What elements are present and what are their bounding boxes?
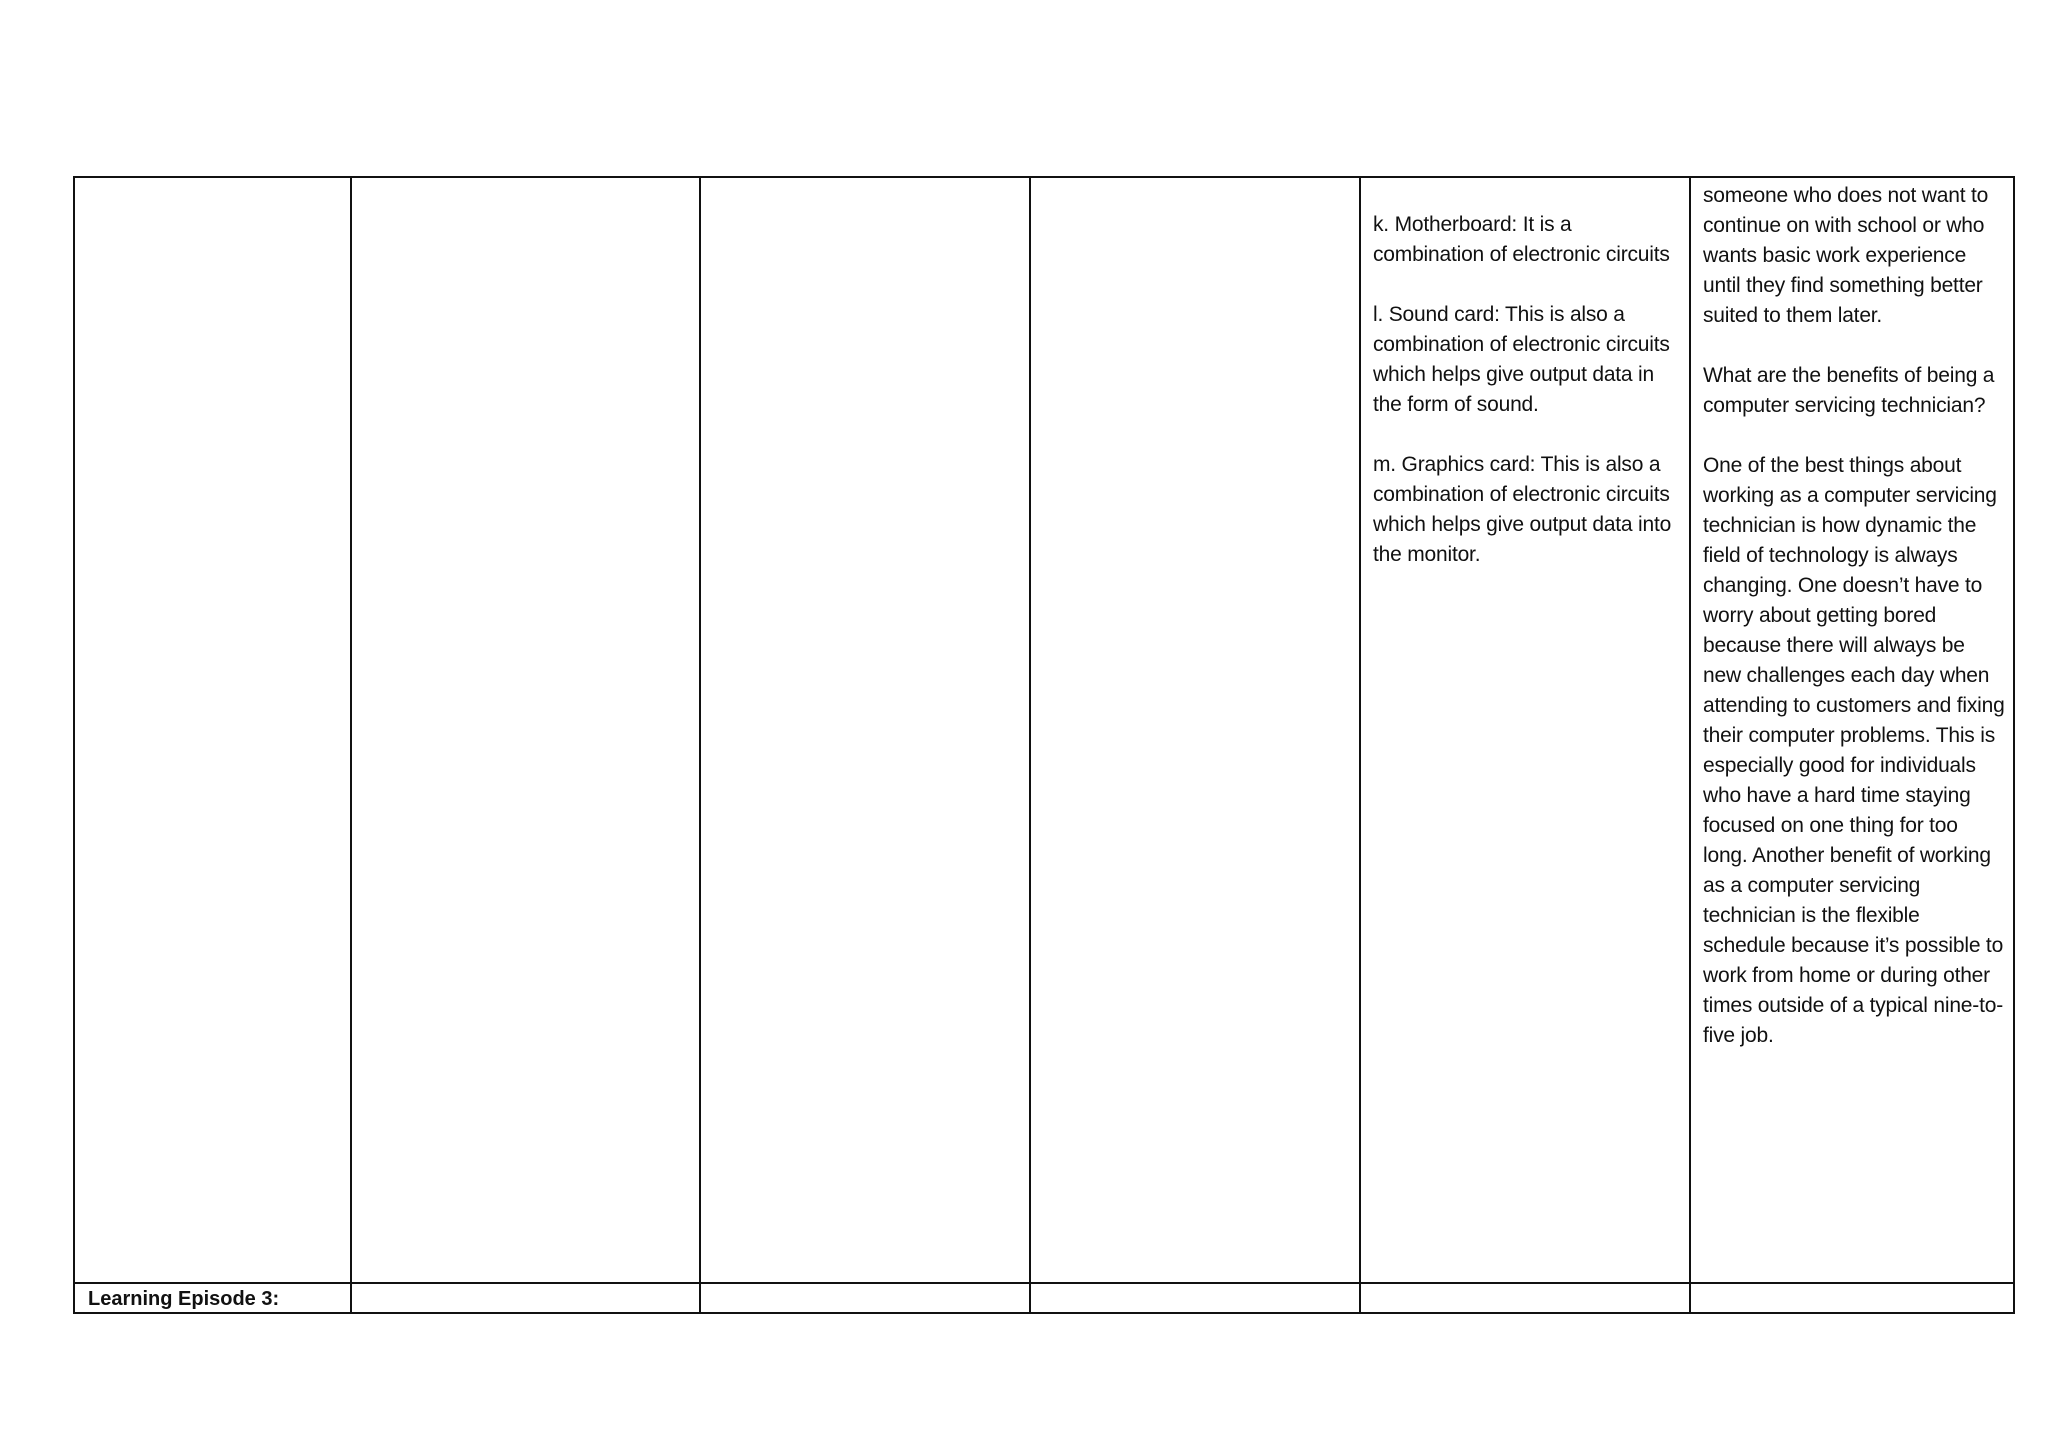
table-cell-col1 <box>74 177 351 1283</box>
table-cell-col6 <box>1690 177 2014 1283</box>
table-cell-episode-label <box>74 1283 351 1313</box>
table-cell-empty <box>1360 1283 1690 1313</box>
table-cell-empty <box>700 1283 1030 1313</box>
continuation-paragraph: someone who does not want to continue on with school or who wants basic work experience until they find something better suited to them later. <box>1703 184 1989 327</box>
motherboard-definition: k. Motherboard: It is a combination of electronic circuits <box>1373 213 1670 266</box>
table-row-episode <box>74 1283 2014 1313</box>
table-row-content <box>74 177 2014 1283</box>
table-cell-col4 <box>1030 177 1360 1283</box>
technician-benefits-text <box>1691 178 2013 1051</box>
table-cell-empty <box>351 1283 700 1313</box>
components-list <box>1361 178 1689 570</box>
table-cell-col2 <box>351 177 700 1283</box>
table-cell-col5 <box>1360 177 1690 1283</box>
benefits-question: What are the benefits of being a computer servicing technician? <box>1703 364 1995 417</box>
graphics-card-definition: m. Graphics card: This is also a combination of electronic circuits which helps give output data into the monitor. <box>1373 453 1672 566</box>
table-cell-empty <box>1690 1283 2014 1313</box>
benefits-answer: One of the best things about working as a computer servicing technician is how dynamic the field of technology is always changing. One doesn’t have to worry about getting bored because there will always be new challenges each day when attending to customers and fixing their computer problems. This is especially good for individuals who have a hard time staying focused on one thing for too long. Another benefit of working as a computer servicing technician is the flexible schedule because it’s possible to work from home or during other times outside of a typical nine-to-five job. <box>1703 454 2005 1047</box>
table-cell-col3 <box>700 177 1030 1283</box>
sound-card-definition: l. Sound card: This is also a combination of electronic circuits which helps give output data in the form of sound. <box>1373 303 1670 416</box>
learning-episode-label: Learning Episode 3: <box>88 1288 280 1310</box>
lesson-plan-table <box>73 176 2015 1314</box>
table-cell-empty <box>1030 1283 1360 1313</box>
